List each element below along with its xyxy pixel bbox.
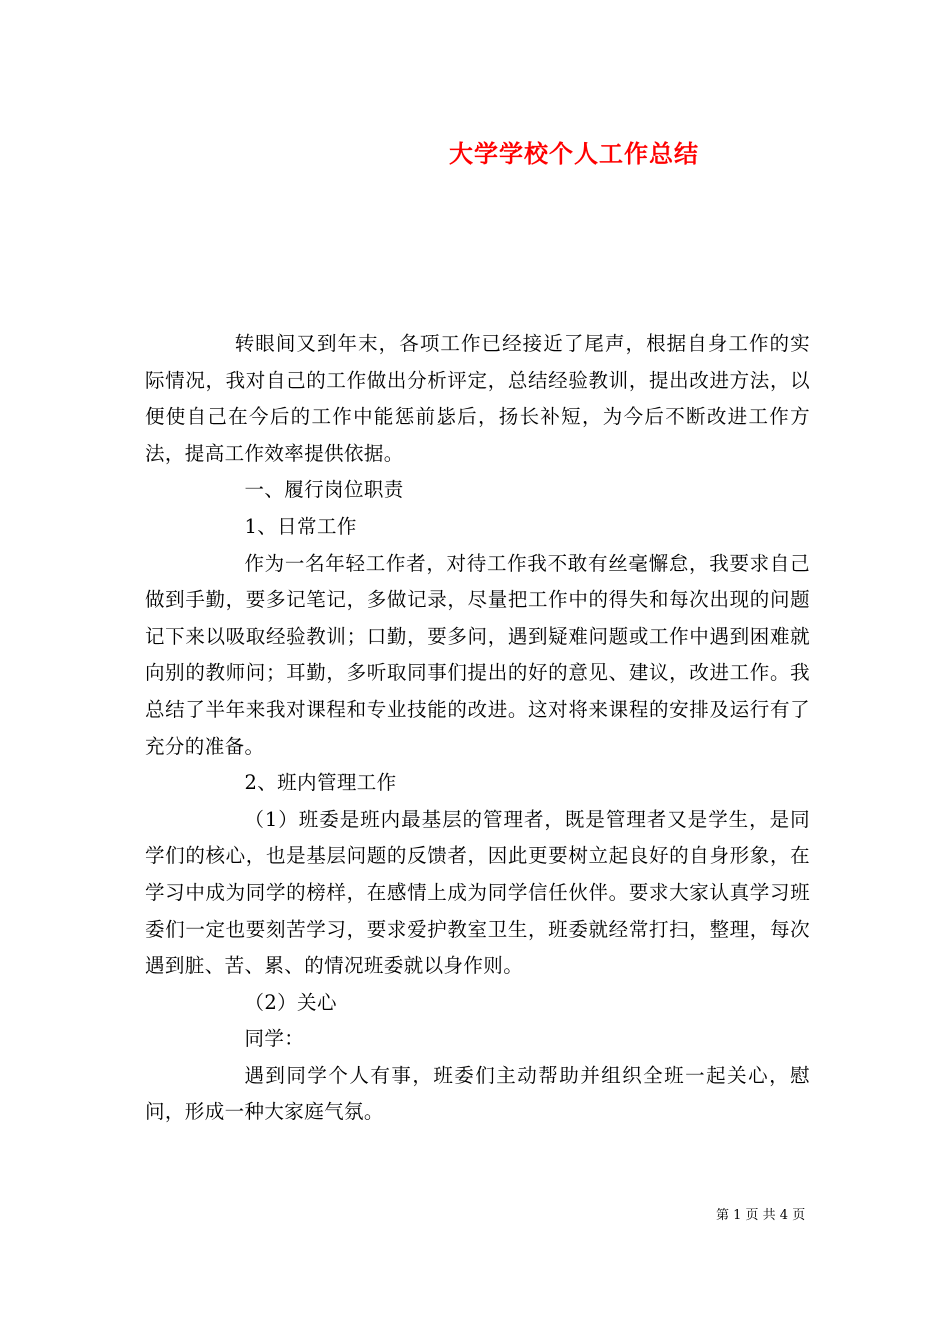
page-number: 第 1 页 共 4 页 xyxy=(716,1208,806,1223)
paragraph-care: 遇到同学个人有事，班委们主动帮助并组织全班一起关心，慰问，形成一种大家庭气氛。 xyxy=(145,1063,810,1124)
heading-classmates: 同学： xyxy=(244,1027,305,1051)
heading-subsection-1: 1、日常工作 xyxy=(244,514,357,538)
heading-subsection-2: 2、班内管理工作 xyxy=(244,771,397,795)
paragraph-intro: 转眼间又到年末，各项工作已经接近了尾声，根据自身工作的实际情况，我对自己的工作做出分析评定，总结经验教训，提出改进方法，以便使自己在今后的工作中能惩前毖后，扬长补短，为今后不断改进工作方法，提高工作效率提供依据。 xyxy=(145,332,810,465)
paragraph-class-committee: （1）班委是班内最基层的管理者，既是管理者又是学生，是同学们的核心，也是基层问题的反馈者，因此更要树立起良好的自身形象，在学习中成为同学的榜样，在感情上成为同学信任伙伴。要求大家认真学习班委们一定也要刻苦学习，要求爱护教室卫生，班委就经常打扫，整理，每次遇到脏、苦、累、的情况班委就以身作则。 xyxy=(145,807,810,978)
heading-section-1: 一、履行岗位职责 xyxy=(244,478,404,502)
document-body xyxy=(145,326,810,1131)
document-title xyxy=(0,134,950,169)
document-title-text: 大学学校个人工作总结 xyxy=(449,139,699,168)
heading-care: （2）关心 xyxy=(244,990,337,1014)
paragraph-daily-work: 作为一名年轻工作者，对待工作我不敢有丝毫懈怠，我要求自己做到手勤，要多记笔记，多做记录，尽量把工作中的得失和每次出现的问题记下来以吸取经验教训；口勤，要多问，遇到疑难问题或工作中遇到困难就向别的教师问；耳勤，多听取同事们提出的好的意见、建议，改进工作。我总结了半年来我对课程和专业技能的改进。这对将来课程的安排及运行有了充分的准备。 xyxy=(145,551,810,758)
